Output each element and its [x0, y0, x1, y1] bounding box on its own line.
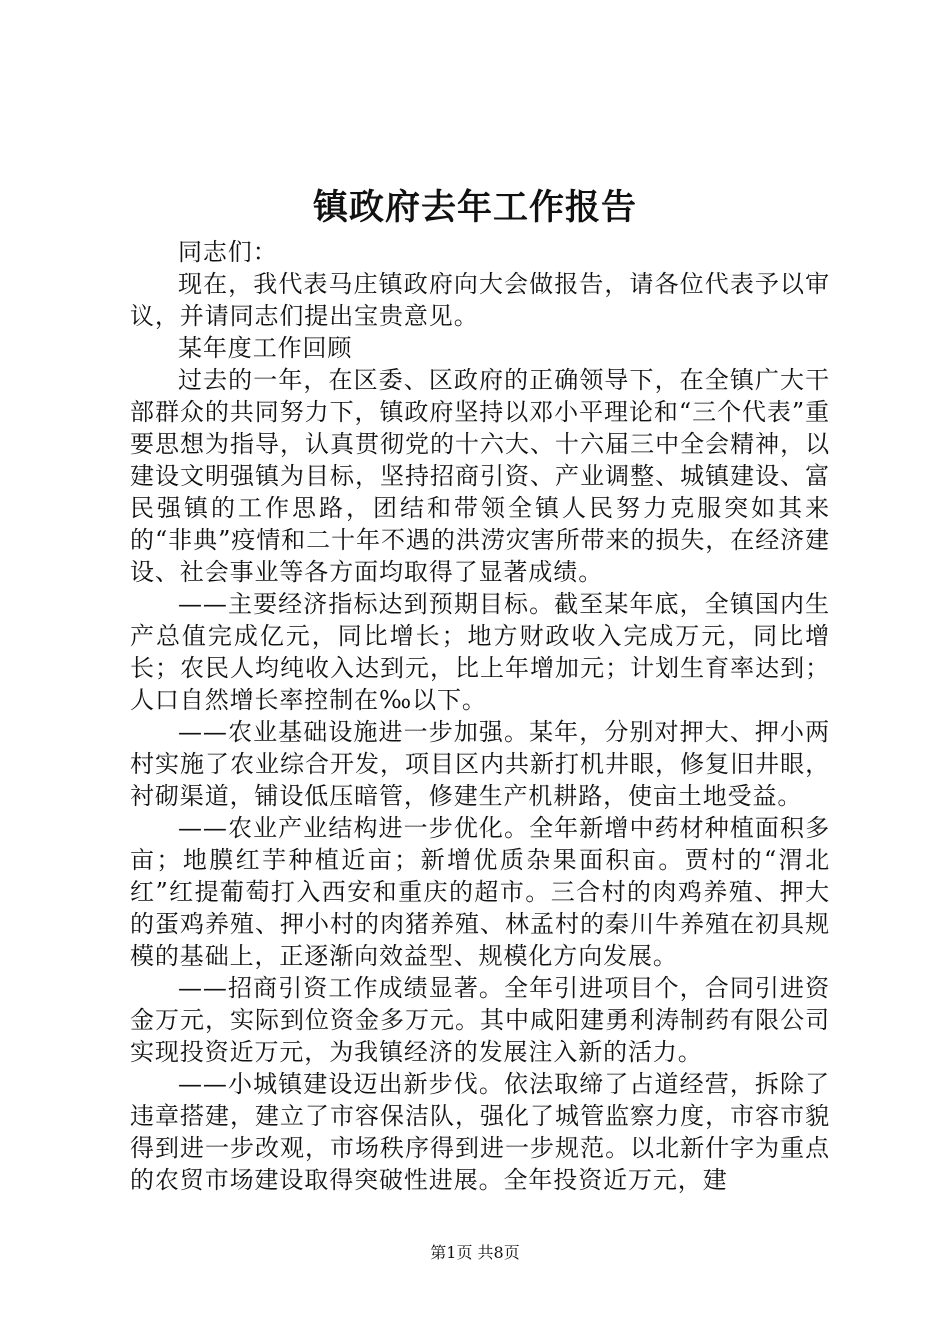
paragraph-salutation: 同志们： [178, 238, 278, 266]
page-number-footer: 第1页 共8页 [430, 1243, 520, 1262]
paragraph-economic-indicators: ——主要经济指标达到预期目标。截至某年底，全镇国内生产总值完成亿元，同比增长；地方财政收入完成万元，同比增长；农民人均纯收入达到元，比上年增加元；计划生育率达到；人口自然增长率控制在‰以下。 [130, 590, 830, 714]
paragraph-overview: 过去的一年，在区委、区政府的正确领导下，在全镇广大干部群众的共同努力下，镇政府坚持以邓小平理论和“三个代表”重要思想为指导，认真贯彻党的十六大、十六届三中全会精神，以建设文明强镇为目标，坚持招商引资、产业调整、城镇建设、富民强镇的工作思路，团结和带领全镇人民努力克服突如其来的“非典”疫情和二十年不遇的洪涝灾害所带来的损失，在经济建设、社会事业等各方面均取得了显著成绩。 [130, 366, 830, 586]
paragraph-town-construction: ——小城镇建设迈出新步伐。依法取缔了占道经营，拆除了违章搭建，建立了市容保洁队，强化了城管监察力度，市容市貌得到进一步改观，市场秩序得到进一步规范。以北新什字为重点的农贸市场建设取得突破性进展。全年投资近万元，建 [130, 1070, 830, 1194]
document-body [130, 236, 830, 1196]
section-heading-review: 某年度工作回顾 [178, 334, 353, 362]
paragraph-agri-infrastructure: ——农业基础设施进一步加强。某年，分别对押大、押小两村实施了农业综合开发，项目区内共新打机井眼，修复旧井眼，衬砌渠道，铺设低压暗管，修建生产机耕路，使亩土地受益。 [130, 718, 830, 810]
document-title: 镇政府去年工作报告 [312, 187, 637, 228]
paragraph-intro: 现在，我代表马庄镇政府向大会做报告，请各位代表予以审议，并请同志们提出宝贵意见。 [130, 270, 830, 330]
paragraph-investment: ——招商引资工作成绩显著。全年引进项目个，合同引进资金万元，实际到位资金多万元。其中咸阳建勇利涛制药有限公司实现投资近万元，为我镇经济的发展注入新的活力。 [130, 974, 830, 1066]
paragraph-agri-structure: ——农业产业结构进一步优化。全年新增中药材种植面积多亩；地膜红芋种植近亩；新增优质杂果面积亩。贾村的“渭北红”红提葡萄打入西安和重庆的超市。三合村的肉鸡养殖、押大的蛋鸡养殖、押小村的肉猪养殖、林孟村的秦川牛养殖在初具规模的基础上，正逐渐向效益型、规模化方向发展。 [130, 814, 830, 970]
